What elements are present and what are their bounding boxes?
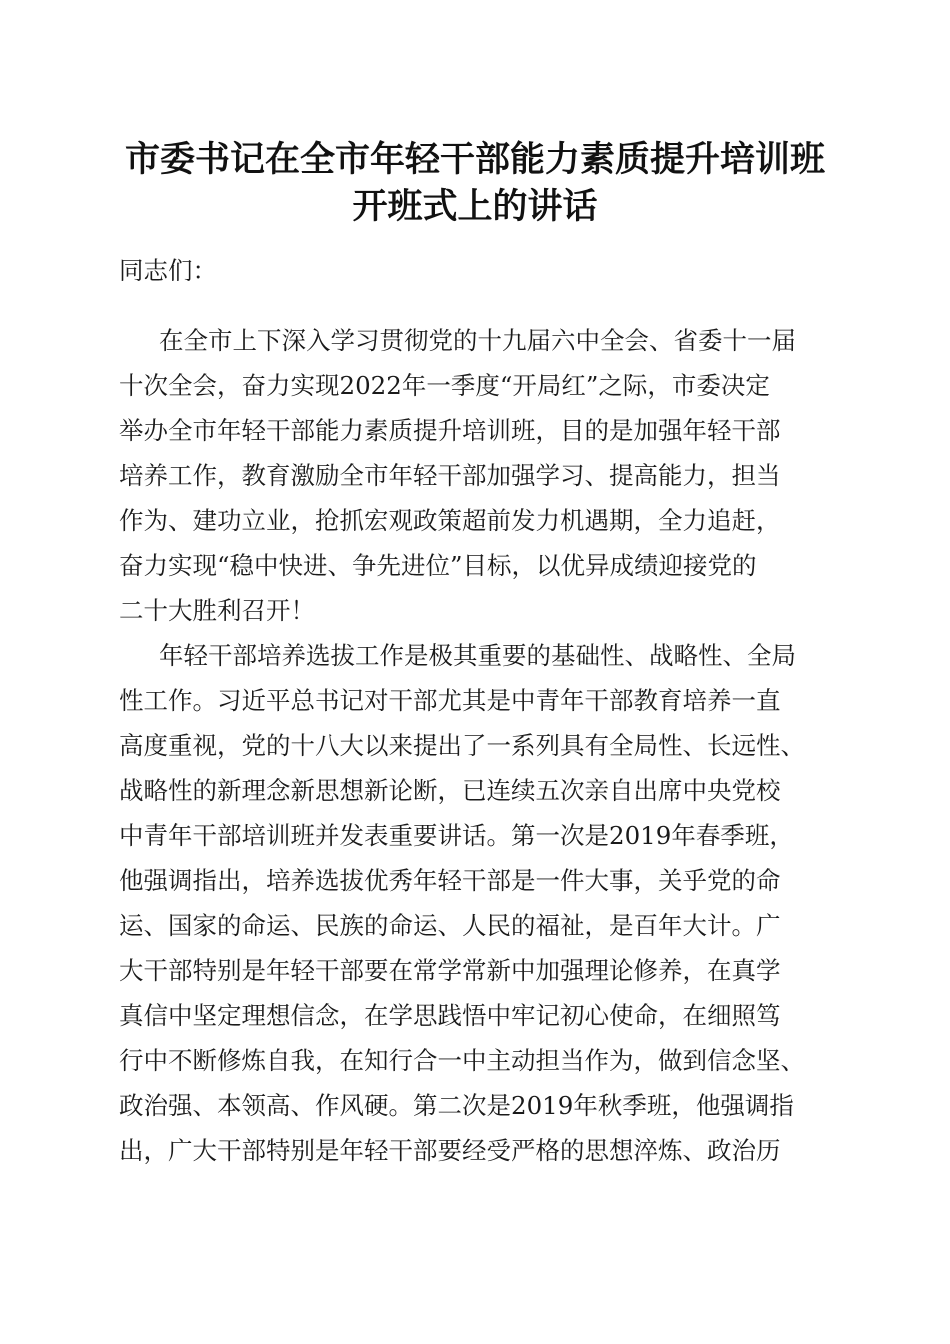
paragraph-2-line-7: 运、国家的命运、民族的命运、人民的福祉，是百年大计。广	[119, 911, 781, 940]
paragraph-2-line-2: 性工作。习近平总书记对干部尤其是中青年干部教育培养一直	[119, 686, 781, 715]
salutation: 同志们：	[119, 256, 217, 285]
paragraph-2-line-10: 行中不断修炼自我，在知行合一中主动担当作为，做到信念坚、	[119, 1046, 805, 1075]
paragraph-2-line-8: 大干部特别是年轻干部要在常学常新中加强理论修养，在真学	[119, 956, 781, 985]
paragraph-1-line-3: 举办全市年轻干部能力素质提升培训班，目的是加强年轻干部	[119, 416, 781, 445]
paragraph-1-line-1: 在全市上下深入学习贯彻党的十九届六中全会、省委十一届	[159, 326, 796, 355]
paragraph-2-line-3: 高度重视，党的十八大以来提出了一系列具有全局性、长远性、	[119, 731, 805, 760]
paragraph-2-line-12: 出，广大干部特别是年轻干部要经受严格的思想淬炼、政治历	[119, 1136, 781, 1165]
paragraph-2-line-1: 年轻干部培养选拔工作是极其重要的基础性、战略性、全局	[159, 641, 796, 670]
paragraph-1-line-2: 十次全会，奋力实现2022年一季度“开局红”之际，市委决定	[119, 371, 770, 400]
paragraph-2-line-4: 战略性的新理念新思想新论断，已连续五次亲自出席中央党校	[119, 776, 781, 805]
paragraph-2-line-6: 他强调指出，培养选拔优秀年轻干部是一件大事，关乎党的命	[119, 866, 781, 895]
document-title-line-1: 市委书记在全市年轻干部能力素质提升培训班	[124, 139, 825, 180]
document-title-line-2: 开班式上的讲话	[352, 186, 598, 227]
paragraph-2-line-11: 政治强、本领高、作风硬。第二次是2019年秋季班，他强调指	[119, 1091, 794, 1120]
paragraph-1-line-7: 二十大胜利召开！	[119, 596, 315, 625]
paragraph-1-line-6: 奋力实现“稳中快进、争先进位”目标，以优异成绩迎接党的	[119, 551, 757, 580]
paragraph-2-line-5: 中青年干部培训班并发表重要讲话。第一次是2019年春季班，	[119, 821, 794, 850]
paragraph-1-line-4: 培养工作，教育激励全市年轻干部加强学习、提高能力，担当	[119, 461, 781, 490]
paragraph-2-line-9: 真信中坚定理想信念，在学思践悟中牢记初心使命，在细照笃	[119, 1001, 781, 1030]
paragraph-1-line-5: 作为、建功立业，抢抓宏观政策超前发力机遇期，全力追赶，	[119, 506, 781, 535]
